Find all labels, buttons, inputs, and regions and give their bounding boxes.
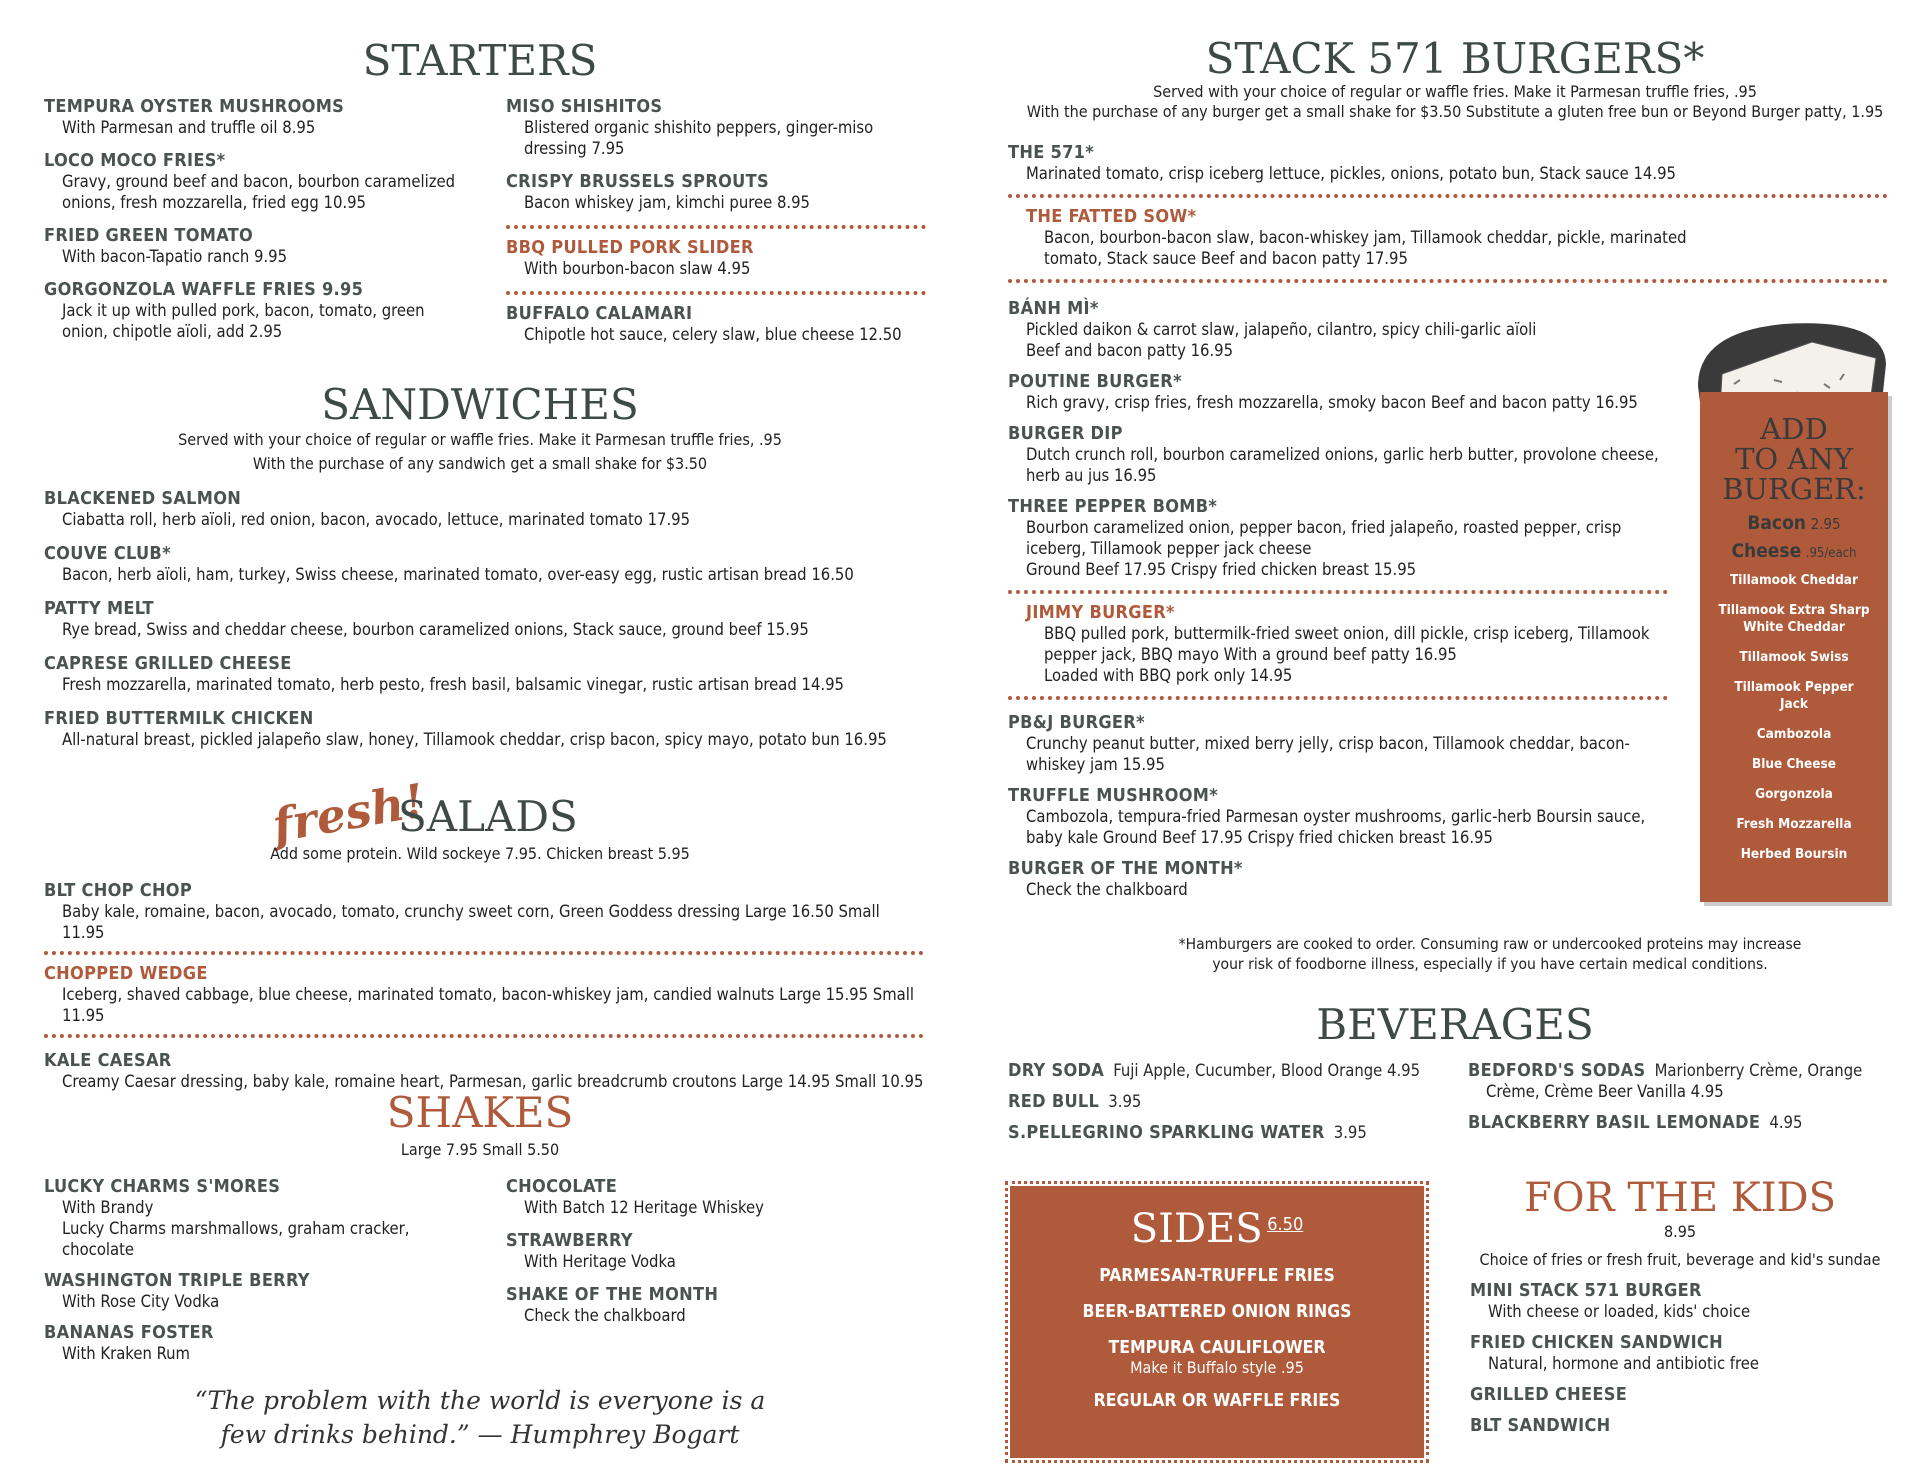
disclaimer-line2: your risk of foodborne illness, especially if you have certain medical conditions. xyxy=(1212,955,1768,973)
burgers-intro xyxy=(1000,82,1910,122)
list-item xyxy=(44,225,464,267)
sandwiches-intro-line2: With the purchase of any sandwich get a small shake for $3.50 xyxy=(252,454,708,473)
item-name: TEMPURA OYSTER MUSHROOMS xyxy=(44,96,345,117)
item-desc: Natural, hormone and antibiotic free xyxy=(1488,1354,1760,1373)
list-item xyxy=(506,96,926,159)
item-desc: Bacon, herb aïoli, ham, turkey, Swiss cheese, marinated tomato, over-easy egg, rustic artisan bread 16.50 xyxy=(62,565,854,584)
item-desc: Marionberry Crème, Orange xyxy=(1654,1061,1863,1080)
list-item xyxy=(1008,785,1668,848)
item-desc: All-natural breast, pickled jalapeño slaw, honey, Tillamook cheddar, crisp bacon, spicy mayo, potato bun 16.95 xyxy=(62,730,887,749)
list-item: Gorgonzola xyxy=(1755,786,1833,802)
quote-line2: few drinks behind.” — Humphrey Bogart xyxy=(220,1420,740,1449)
item-name: BBQ PULLED PORK SLIDER xyxy=(506,237,754,258)
item-desc: Fresh mozzarella, marinated tomato, herb pesto, fresh basil, balsamic vinegar, rustic artisan bread 14.95 xyxy=(62,675,844,694)
item-name: PATTY MELT xyxy=(44,598,154,619)
sides-price: 6.50 xyxy=(1267,1214,1304,1235)
burgers-list-main xyxy=(1008,298,1668,910)
list-item-featured xyxy=(1008,206,1746,269)
sides-title-row xyxy=(1010,1206,1424,1252)
item-name: RED BULL xyxy=(1008,1091,1100,1112)
item-name: JIMMY BURGER* xyxy=(1026,602,1175,623)
item-name: THE 571* xyxy=(1008,142,1094,163)
addon-bacon-label: Bacon xyxy=(1747,512,1806,534)
list-item xyxy=(44,1176,444,1260)
dotted-divider xyxy=(1008,279,1888,283)
item-desc-extra: Loaded with BBQ pork only 14.95 xyxy=(1044,666,1293,685)
item-desc-extra: Ground Beef 17.95 Crispy fried chicken breast 15.95 xyxy=(1026,560,1417,579)
item-name: BANANAS FOSTER xyxy=(44,1322,214,1343)
item-name: CAPRESE GRILLED CHEESE xyxy=(44,653,292,674)
list-item xyxy=(1470,1280,1890,1322)
item-name: DRY SODA xyxy=(1008,1060,1105,1081)
dotted-divider xyxy=(44,951,924,955)
item-name: POUTINE BURGER* xyxy=(1008,371,1182,392)
addon-cheese xyxy=(1700,540,1888,562)
item-desc: Rich gravy, crisp fries, fresh mozzarella, smoky bacon Beef and bacon patty 16.95 xyxy=(1026,393,1638,412)
item-name: LOCO MOCO FRIES* xyxy=(44,150,226,171)
sides-cauliflower-note: Make it Buffalo style .95 xyxy=(1130,1358,1304,1377)
beverages-heading: BEVERAGES xyxy=(1316,1000,1594,1049)
kids-intro: Choice of fries or fresh fruit, beverage and kid's sundae xyxy=(1479,1250,1881,1269)
list-item xyxy=(1008,496,1668,580)
list-item xyxy=(1470,1415,1890,1436)
beverages-col1 xyxy=(1008,1060,1448,1153)
burgers-heading: STACK 571 BURGERS* xyxy=(1205,34,1705,83)
addon-title-line3: BURGER: xyxy=(1722,472,1866,506)
list-item-featured xyxy=(44,963,924,1026)
item-desc: Jack it up with pulled pork, bacon, tomato, green onion, chipotle aïoli, add 2.95 xyxy=(62,301,425,341)
list-item xyxy=(44,1270,444,1312)
item-name: LUCKY CHARMS S'MORES xyxy=(44,1176,281,1197)
dotted-divider xyxy=(1008,194,1888,198)
list-item xyxy=(1008,1060,1448,1081)
item-desc: With bacon-Tapatio ranch 9.95 xyxy=(62,247,288,266)
quote xyxy=(120,1384,840,1452)
list-item: PARMESAN-TRUFFLE FRIES xyxy=(1099,1266,1335,1286)
item-desc: With Brandy xyxy=(62,1198,154,1217)
item-name: FRIED CHICKEN SANDWICH xyxy=(1470,1332,1723,1353)
item-name: STRAWBERRY xyxy=(506,1230,633,1251)
item-name: BLT CHOP CHOP xyxy=(44,880,193,901)
list-item xyxy=(44,708,924,750)
addon-cheese-price: .95/each xyxy=(1805,546,1857,561)
list-item xyxy=(44,653,924,695)
list-item xyxy=(44,96,464,138)
item-name: CHOCOLATE xyxy=(506,1176,618,1197)
item-desc: Bacon, bourbon-bacon slaw, bacon-whiskey jam, Tillamook cheddar, pickle, marinated tomato, Stack sauce Beef and bacon patty 17.95 xyxy=(1044,228,1687,268)
list-item: BEER-BATTERED ONION RINGS xyxy=(1082,1302,1352,1322)
disclaimer-line1: *Hamburgers are cooked to order. Consuming raw or undercooked proteins may increase xyxy=(1178,935,1802,953)
item-name: BLACKBERRY BASIL LEMONADE xyxy=(1468,1112,1761,1133)
salads-list xyxy=(44,880,924,1104)
list-item: Herbed Boursin xyxy=(1740,846,1848,862)
sandwiches-intro-line1: Served with your choice of regular or waffle fries. Make it Parmesan truffle fries, .95 xyxy=(178,430,782,449)
item-desc: Baby kale, romaine, bacon, avocado, tomato, crunchy sweet corn, Green Goddess dressing Large 16.50 Small 11.95 xyxy=(62,902,880,942)
dotted-divider xyxy=(1008,590,1668,594)
list-item xyxy=(44,150,464,213)
list-item xyxy=(1008,1122,1448,1143)
item-desc: Blistered organic shishito peppers, ginger-miso dressing 7.95 xyxy=(524,118,874,158)
list-item: Cambozola xyxy=(1756,726,1832,742)
item-name: FRIED GREEN TOMATO xyxy=(44,225,254,246)
item-desc: Chipotle hot sauce, celery slaw, blue cheese 12.50 xyxy=(524,325,902,344)
list-item xyxy=(44,488,924,530)
addon-panel xyxy=(1700,392,1888,902)
item-desc: Cambozola, tempura-fried Parmesan oyster mushrooms, garlic-herb Boursin sauce, baby kale Ground Beef 17.95 Crispy fried chicken breast 16.95 xyxy=(1026,807,1646,847)
item-name: BURGER DIP xyxy=(1008,423,1123,444)
kids-heading: FOR THE KIDS xyxy=(1523,1175,1836,1221)
item-name: SHAKE OF THE MONTH xyxy=(506,1284,719,1305)
list-item xyxy=(44,1050,924,1092)
shakes-col1 xyxy=(44,1176,444,1374)
item-desc: Creamy Caesar dressing, baby kale, romaine heart, Parmesan, garlic breadcrumb croutons Large 14.95 Small 10.95 xyxy=(62,1072,924,1091)
item-desc-extra: Beef and bacon patty 16.95 xyxy=(1026,341,1234,360)
item-name: KALE CAESAR xyxy=(44,1050,172,1071)
list-item xyxy=(506,1230,906,1272)
item-desc: Iceberg, shaved cabbage, blue cheese, marinated tomato, bacon-whiskey jam, candied walnuts Large 15.95 Small 11.95 xyxy=(62,985,915,1025)
item-name: THE FATTED SOW* xyxy=(1026,206,1197,227)
item-desc: With Parmesan and truffle oil 8.95 xyxy=(62,118,316,137)
item-name: THREE PEPPER BOMB* xyxy=(1008,496,1218,517)
item-desc: Ciabatta roll, herb aïoli, red onion, bacon, avocado, lettuce, marinated tomato 17.95 xyxy=(62,510,691,529)
list-item xyxy=(1008,371,1668,413)
sandwiches-heading: SANDWICHES xyxy=(321,380,639,429)
dotted-divider xyxy=(44,1034,924,1038)
list-item xyxy=(1008,142,1888,184)
item-desc: Gravy, ground beef and bacon, bourbon caramelized onions, fresh mozzarella, fried egg 10.95 xyxy=(62,172,456,212)
item-desc: With bourbon-bacon slaw 4.95 xyxy=(524,259,751,278)
item-desc: Fuji Apple, Cucumber, Blood Orange 4.95 xyxy=(1113,1061,1421,1080)
kids-list xyxy=(1470,1280,1890,1446)
burgers-disclaimer xyxy=(1060,934,1920,974)
fresh-script-label: fresh! xyxy=(268,773,429,853)
burgers-intro-line2: With the purchase of any burger get a small shake for $3.50 Substitute a gluten free bun or Beyond Burger patty, 1.95 xyxy=(1026,102,1884,121)
list-item xyxy=(1008,712,1668,775)
item-desc: Pickled daikon & carrot slaw, jalapeño, cilantro, spicy chili-garlic aïoli xyxy=(1026,320,1537,339)
list-item: TEMPURA CAULIFLOWER xyxy=(1108,1338,1326,1358)
item-desc: Marinated tomato, crisp iceberg lettuce, pickles, onions, potato bun, Stack sauce 14.95 xyxy=(1026,164,1676,183)
item-desc-extra: Crème, Crème Beer Vanilla 4.95 xyxy=(1486,1082,1724,1101)
quote-line1: “The problem with the world is everyone is a xyxy=(194,1386,766,1415)
list-item xyxy=(1470,1384,1890,1405)
beverages-col2 xyxy=(1468,1060,1908,1143)
starters-heading: STARTERS xyxy=(362,36,598,85)
addon-bacon-price: 2.95 xyxy=(1810,515,1841,533)
addon-bacon xyxy=(1700,512,1888,534)
list-item xyxy=(1468,1112,1908,1133)
list-item xyxy=(1470,1332,1890,1374)
list-item xyxy=(1008,1091,1448,1112)
addon-title-line1: ADD xyxy=(1760,412,1828,446)
addon-cheese-label: Cheese xyxy=(1731,540,1802,562)
item-desc: Check the chalkboard xyxy=(524,1306,686,1325)
item-name: FRIED BUTTERMILK CHICKEN xyxy=(44,708,314,729)
item-name: WASHINGTON TRIPLE BERRY xyxy=(44,1270,310,1291)
list-item xyxy=(44,543,924,585)
list-item: Tillamook Extra Sharp White Cheddar xyxy=(1718,602,1870,635)
list-item xyxy=(44,279,464,342)
item-desc: Bourbon caramelized onion, pepper bacon, fried jalapeño, roasted pepper, crisp iceberg, Tillamook pepper jack cheese xyxy=(1026,518,1622,558)
item-desc-extra: Lucky Charms marshmallows, graham cracker, chocolate xyxy=(62,1219,410,1259)
shakes-col2 xyxy=(506,1176,906,1338)
item-desc: With Kraken Rum xyxy=(62,1344,191,1363)
list-item xyxy=(1468,1060,1908,1102)
item-desc: Crunchy peanut butter, mixed berry jelly, crisp bacon, Tillamook cheddar, bacon-whiskey jam 15.95 xyxy=(1026,734,1630,774)
item-desc: Check the chalkboard xyxy=(1026,880,1188,899)
kids-price: 8.95 xyxy=(1663,1222,1697,1241)
item-name: MISO SHISHITOS xyxy=(506,96,663,117)
list-item xyxy=(44,598,924,640)
item-desc: With Heritage Vodka xyxy=(524,1252,676,1271)
item-name: MINI STACK 571 BURGER xyxy=(1470,1280,1702,1301)
list-item: Tillamook Pepper Jack xyxy=(1734,679,1854,712)
list-item-featured xyxy=(1008,602,1668,686)
starters-col1 xyxy=(44,96,464,354)
item-name: BLT SANDWICH xyxy=(1470,1415,1611,1436)
salads-intro: Add some protein. Wild sockeye 7.95. Chicken breast 5.95 xyxy=(270,844,690,863)
sides-title: SIDES xyxy=(1130,1206,1263,1252)
item-desc: With Rose City Vodka xyxy=(62,1292,220,1311)
list-item: Tillamook Cheddar xyxy=(1730,572,1858,588)
shakes-intro: Large 7.95 Small 5.50 xyxy=(400,1140,560,1159)
list-item xyxy=(506,303,926,345)
list-item: Tillamook Swiss xyxy=(1739,649,1849,665)
dotted-divider xyxy=(506,291,926,295)
list-item: Blue Cheese xyxy=(1751,756,1837,772)
item-name: BURGER OF THE MONTH* xyxy=(1008,858,1243,879)
item-desc: With cheese or loaded, kids' choice xyxy=(1488,1302,1751,1321)
item-name: PB&J BURGER* xyxy=(1008,712,1145,733)
item-desc: Bacon whiskey jam, kimchi puree 8.95 xyxy=(524,193,810,212)
item-desc: Dutch crunch roll, bourbon caramelized onions, garlic herb butter, provolone cheese, herb au jus 16.95 xyxy=(1026,445,1659,485)
item-name: S.PELLEGRINO SPARKLING WATER xyxy=(1008,1122,1325,1143)
addon-title-line2: TO ANY xyxy=(1735,442,1853,476)
list-item xyxy=(1008,423,1668,486)
list-item xyxy=(506,1176,906,1218)
addon-cheese-list xyxy=(1700,572,1888,863)
list-item xyxy=(44,880,924,943)
list-item xyxy=(506,1284,906,1326)
item-desc: 3.95 xyxy=(1108,1092,1142,1111)
list-item: REGULAR OR WAFFLE FRIES xyxy=(1093,1391,1341,1411)
dotted-divider xyxy=(1008,696,1668,700)
list-item-featured xyxy=(506,237,926,279)
item-desc: BBQ pulled pork, buttermilk-fried sweet onion, dill pickle, crisp iceberg, Tillamook pepper jack, BBQ mayo With a ground beef patty 16.95 xyxy=(1044,624,1650,664)
item-name: CHOPPED WEDGE xyxy=(44,963,208,984)
salads-heading: SALADS xyxy=(398,792,578,841)
item-desc: Rye bread, Swiss and cheddar cheese, bourbon caramelized onions, Stack sauce, ground beef 15.95 xyxy=(62,620,809,639)
sandwiches-list xyxy=(44,488,924,763)
list-item xyxy=(506,171,926,213)
addon-title xyxy=(1700,414,1888,504)
sides-panel xyxy=(1010,1186,1424,1458)
list-item: Fresh Mozzarella xyxy=(1736,816,1852,832)
sandwiches-intro xyxy=(0,428,960,476)
item-name: GORGONZOLA WAFFLE FRIES 9.95 xyxy=(44,279,364,300)
item-desc: With Batch 12 Heritage Whiskey xyxy=(524,1198,764,1217)
item-name: BUFFALO CALAMARI xyxy=(506,303,693,324)
list-item xyxy=(1008,298,1668,361)
item-name: BLACKENED SALMON xyxy=(44,488,242,509)
item-name: TRUFFLE MUSHROOM* xyxy=(1008,785,1218,806)
burgers-intro-line1: Served with your choice of regular or waffle fries. Make it Parmesan truffle fries, .95 xyxy=(1153,82,1757,101)
burgers-list-top xyxy=(1008,142,1888,295)
list-item xyxy=(1008,858,1668,900)
starters-col2 xyxy=(506,96,926,357)
item-name: GRILLED CHEESE xyxy=(1470,1384,1628,1405)
dotted-divider xyxy=(506,225,926,229)
item-name: BEDFORD'S SODAS xyxy=(1468,1060,1646,1081)
item-desc: 4.95 xyxy=(1769,1113,1803,1132)
item-desc: 3.95 xyxy=(1333,1123,1367,1142)
item-name: CRISPY BRUSSELS SPROUTS xyxy=(506,171,769,192)
item-name: BÁNH MÌ* xyxy=(1008,298,1099,319)
shakes-heading: SHAKES xyxy=(386,1088,574,1137)
item-name: COUVE CLUB* xyxy=(44,543,171,564)
list-item xyxy=(44,1322,444,1364)
